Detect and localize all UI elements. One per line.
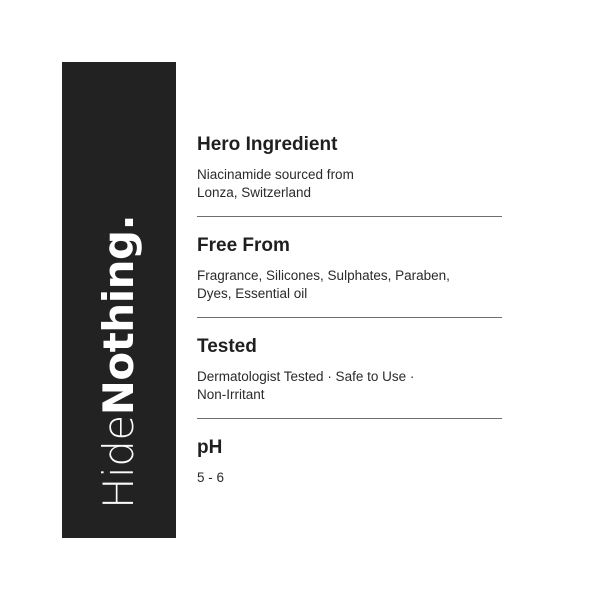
description-line-1: Niacinamide sourced from <box>197 167 354 182</box>
divider <box>197 216 502 217</box>
section-hero-ingredient <box>197 132 502 202</box>
brand-sidebar <box>62 62 176 538</box>
description-line-1: Dermatologist Tested · Safe to Use · <box>197 369 415 384</box>
divider <box>197 317 502 318</box>
section-ph <box>197 435 502 487</box>
section-title: pH <box>197 437 223 458</box>
description-line-2: Dyes, Essential oil <box>197 286 308 301</box>
section-description <box>197 368 502 404</box>
divider <box>197 418 502 419</box>
brand-word-nothing: Nothing. <box>94 214 143 416</box>
section-title: Free From <box>197 235 290 256</box>
description-line-1: Fragrance, Silicones, Sulphates, Paraben, <box>197 268 450 283</box>
brand-word-hide: Hide <box>94 415 143 510</box>
section-free-from <box>197 233 502 303</box>
ph-value: 5 - 6 <box>197 470 225 485</box>
section-title: Tested <box>197 336 257 357</box>
brand-logo-text <box>94 214 143 510</box>
description-line-2: Lonza, Switzerland <box>197 185 312 200</box>
product-details <box>197 132 502 487</box>
description-line-2: Non-Irritant <box>197 387 265 402</box>
section-description <box>197 469 502 487</box>
section-description <box>197 267 502 303</box>
section-title: Hero Ingredient <box>197 134 338 155</box>
section-description <box>197 166 502 202</box>
section-tested <box>197 334 502 404</box>
